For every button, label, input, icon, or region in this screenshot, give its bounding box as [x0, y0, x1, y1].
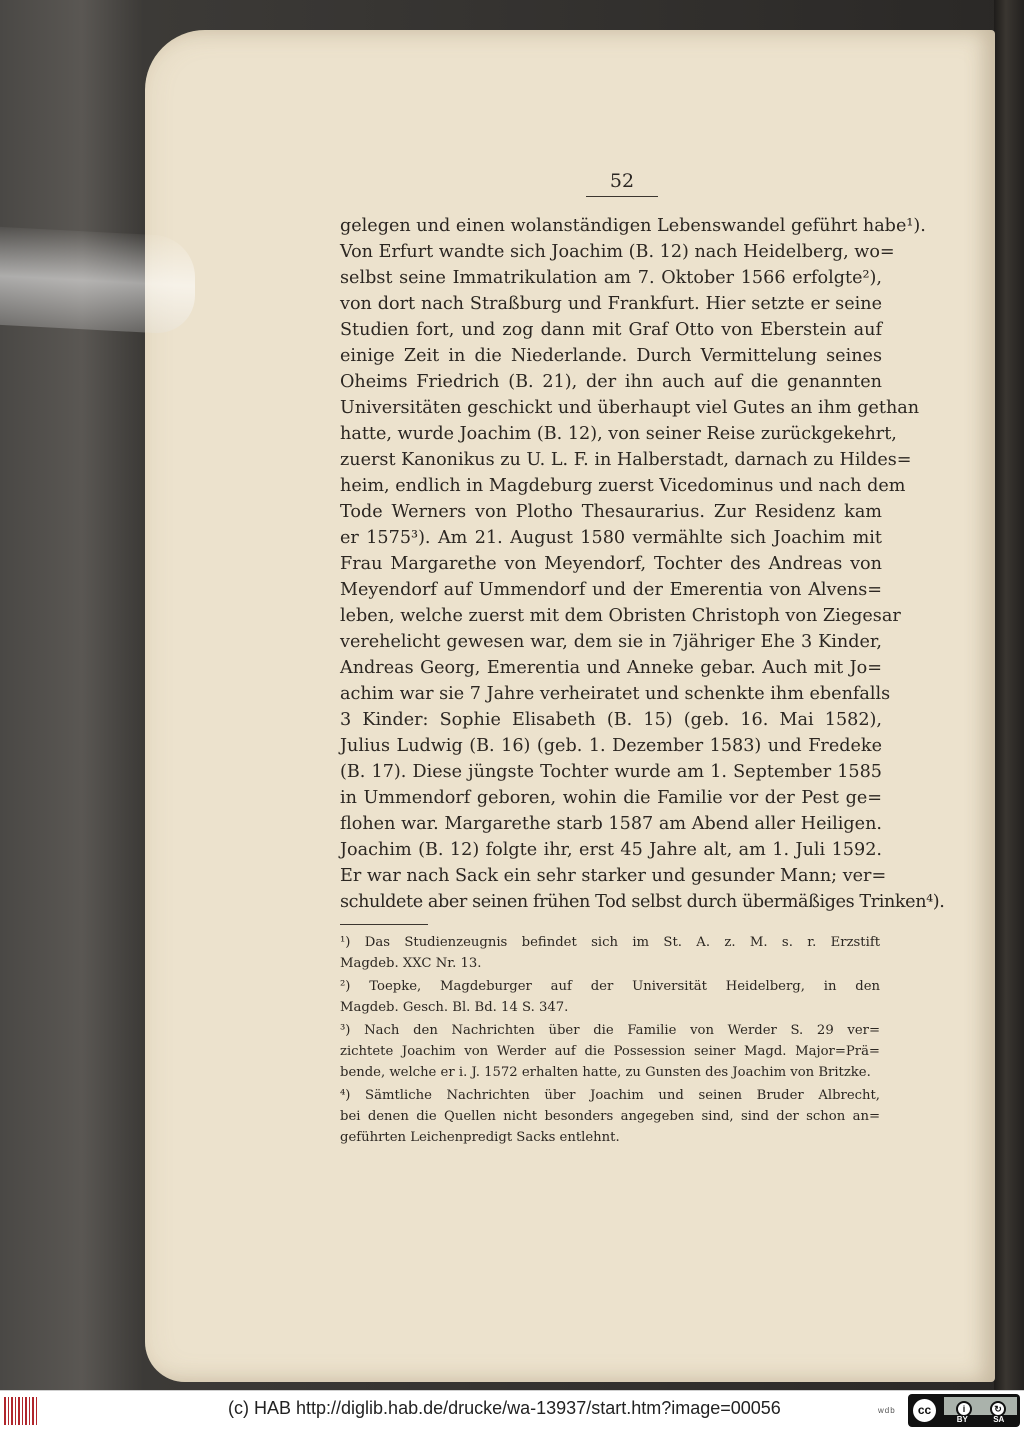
footer-bar — [0, 1390, 1024, 1430]
body-text — [340, 213, 945, 915]
body-line: Von Erfurt wandte sich Joachim (B. 12) nach Heidelberg, wo= — [340, 242, 895, 262]
footnote-line: ²) Toepke, Magdeburger auf der Universität Heidelberg, in den — [340, 979, 880, 994]
body-line: Oheims Friedrich (B. 21), der ihn auch auf die genannten — [340, 372, 882, 392]
body-line: achim war sie 7 Jahre verheiratet und schenkte ihm ebenfalls — [340, 684, 891, 704]
body-line: Joachim (B. 12) folgte ihr, erst 45 Jahre alt, am 1. Juli 1592. — [340, 840, 882, 860]
by-label: BY — [956, 1415, 968, 1424]
body-line: (B. 17). Diese jüngste Tochter wurde am 1. September 1585 — [340, 762, 882, 782]
body-line: flohen war. Margarethe starb 1587 am Abend aller Heiligen. — [340, 814, 882, 834]
body-line: Julius Ludwig (B. 16) (geb. 1. Dezember 1583) und Fredeke — [340, 736, 882, 756]
body-line: selbst seine Immatrikulation am 7. Oktober 1566 erfolgte²), — [340, 268, 882, 288]
body-line: Meyendorf auf Ummendorf und der Emerentia von Alvens= — [340, 580, 882, 600]
body-line: schuldete aber seinen frühen Tod selbst durch übermäßiges Trinken⁴). — [340, 892, 945, 912]
footer-code: wdb — [878, 1406, 896, 1415]
body-line: hatte, wurde Joachim (B. 12), von seiner Reise zurückgekehrt, — [340, 424, 897, 444]
footnote-line: Magdeb. XXC Nr. 13. — [340, 956, 482, 971]
body-line: er 1575³). Am 21. August 1580 vermählte sich Joachim mit — [340, 528, 882, 548]
footnote — [340, 1020, 880, 1083]
body-line: in Ummendorf geboren, wohin die Familie vor der Pest ge= — [340, 788, 882, 808]
footnote-line: ¹) Das Studienzeugnis befindet sich im St. A. z. M. s. r. Erzstift — [340, 935, 880, 950]
footnote — [340, 1085, 880, 1148]
footnote-line: ⁴) Sämtliche Nachrichten über Joachim und seinen Bruder Albrecht, — [340, 1088, 880, 1103]
body-line: zuerst Kanonikus zu U. L. F. in Halberstadt, darnach zu Hildes= — [340, 450, 912, 470]
footnotes — [340, 932, 880, 1150]
body-line: Er war nach Sack ein sehr starker und gesunder Mann; ver= — [340, 866, 887, 886]
body-line: Studien fort, und zog dann mit Graf Otto von Eberstein auf — [340, 320, 882, 340]
cc-labels — [944, 1415, 1017, 1425]
citation-link[interactable]: (c) HAB http://diglib.hab.de/drucke/wa-13937/start.htm?image=00056 — [228, 1398, 781, 1418]
barcode-logo-icon[interactable] — [4, 1397, 38, 1425]
cc-icon: cc — [911, 1397, 938, 1424]
footnote — [340, 976, 880, 1018]
body-line: gelegen und einen wolanständigen Lebenswandel geführt habe¹). — [340, 216, 926, 236]
footnote-line: geführten Leichenpredigt Sacks entlehnt. — [340, 1130, 620, 1145]
footnote-line: bei denen die Quellen nicht besonders angegeben sind, sind der schon an= — [340, 1109, 880, 1124]
body-line: Frau Margarethe von Meyendorf, Tochter des Andreas von — [340, 554, 882, 574]
footnote-line: ³) Nach den Nachrichten über die Familie von Werder S. 29 ver= — [340, 1023, 880, 1038]
body-line: verehelicht gewesen war, dem sie in 7jähriger Ehe 3 Kinder, — [340, 632, 882, 652]
body-line: einige Zeit in die Niederlande. Durch Vermittelung seines — [340, 346, 882, 366]
body-line: leben, welche zuerst mit dem Obristen Christoph von Ziegesar — [340, 606, 901, 626]
body-line: heim, endlich in Magdeburg zuerst Vicedominus und nach dem — [340, 476, 906, 496]
book-cover-edge — [994, 0, 1024, 1390]
attribution-icon: i — [956, 1401, 972, 1417]
sa-label: SA — [993, 1415, 1005, 1424]
body-line: von dort nach Straßburg und Frankfurt. Hier setzte er seine — [340, 294, 882, 314]
scanner-glass-reflection — [0, 227, 195, 335]
footnote-line: zichtete Joachim von Werder auf die Possession seiner Magd. Major=Prä= — [340, 1044, 880, 1059]
body-line: 3 Kinder: Sophie Elisabeth (B. 15) (geb. 16. Mai 1582), — [340, 710, 882, 730]
page-number: 52 — [609, 170, 635, 192]
footnote-line: Magdeb. Gesch. Bl. Bd. 14 S. 347. — [340, 1000, 569, 1015]
footnote-rule — [340, 924, 428, 925]
body-line: Universitäten geschickt und überhaupt viel Gutes an ihm gethan — [340, 398, 920, 418]
cc-license-badge[interactable] — [908, 1394, 1020, 1427]
page-number-rule — [586, 196, 658, 197]
body-line: Tode Werners von Plotho Thesaurarius. Zur Residenz kam — [340, 502, 882, 522]
body-line: Andreas Georg, Emerentia und Anneke gebar. Auch mit Jo= — [340, 658, 882, 678]
cc-icon-strip — [944, 1397, 1017, 1415]
share-alike-icon: ↻ — [990, 1401, 1006, 1417]
footnote — [340, 932, 880, 974]
footnote-line: bende, welche er i. J. 1572 erhalten hatte, zu Gunsten des Joachim von Britzke. — [340, 1065, 871, 1080]
